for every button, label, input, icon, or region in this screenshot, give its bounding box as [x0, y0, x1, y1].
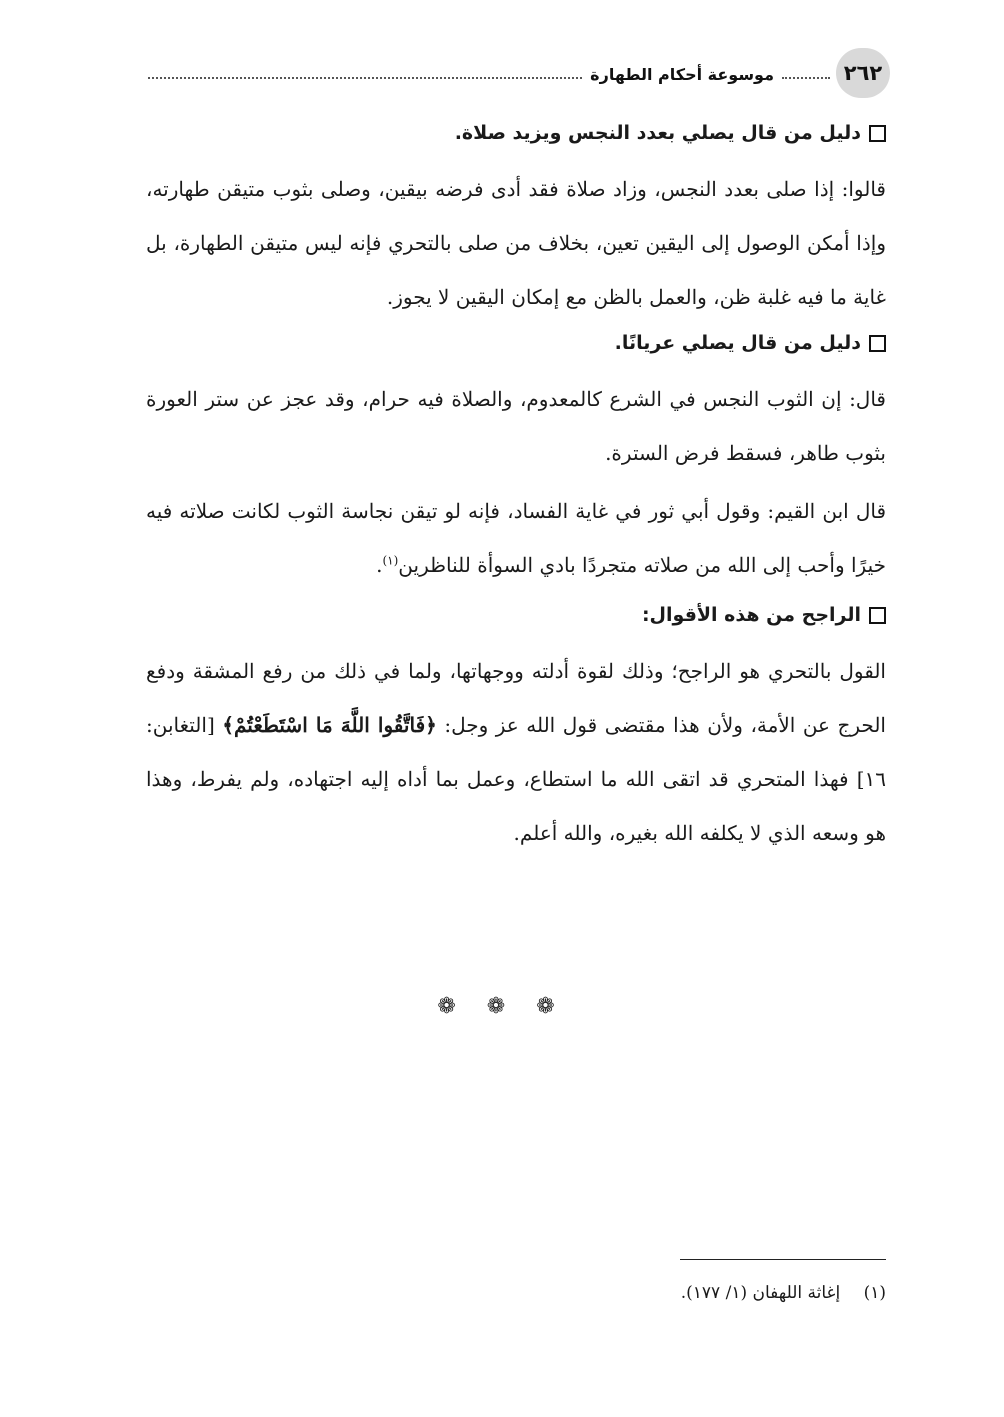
running-header — [148, 48, 890, 98]
heading-text: دليل من قال يصلي بعدد النجس ويزيد صلاة. — [454, 122, 861, 144]
footnote-number: (١) — [863, 1283, 886, 1303]
footnote-text: إغاثة اللهفان (١/ ١٧٧). — [680, 1283, 841, 1303]
footnote-divider — [680, 1259, 886, 1260]
footnote — [146, 1280, 886, 1306]
footnote-reference: (١) — [382, 553, 399, 568]
paragraph-text: قال ابن القيم: وقول أبي ثور في غاية الفساد، فإنه لو تيقن نجاسة الثوب لكانت صلاته فيه خيرًا وأحب إلى الله من صلاته متجردًا بادي السوأة للناظرين — [146, 499, 886, 577]
square-bullet-icon — [869, 125, 886, 142]
paragraph-text: [التغابن: ١٦] فهذا المتحري قد اتقى الله ما استطاع، وعمل بما أداه إليه اجتهاده، ولم يفرط، وهذا هو وسعه الذي لا يكلفه الله بغيره، والله أعلم. — [146, 713, 886, 845]
section-heading — [146, 324, 886, 362]
section-heading — [146, 596, 886, 634]
heading-text: دليل من قال يصلي عريانًا. — [614, 332, 861, 354]
quran-verse: ﴿فَاتَّقُوا اللَّهَ مَا اسْتَطَعْتُمْ﴾ — [222, 713, 437, 737]
header-dots-right — [782, 77, 830, 79]
paragraph — [146, 484, 886, 592]
square-bullet-icon — [869, 335, 886, 352]
heading-text: الراجح من هذه الأقوال: — [641, 604, 861, 626]
main-text — [146, 114, 886, 860]
paragraph: قالوا: إذا صلى بعدد النجس، وزاد صلاة فقد أدى فرضه بيقين، وصلى بثوب متيقن طهارته، وإذا أمكن الوصول إلى اليقين تعين، بخلاف من صلى بالتحري فإنه ليس متيقن الطهارة، بل غاية ما فيه غلبة ظن، والعمل بالظن مع إمكان اليقين لا يجوز. — [146, 177, 886, 309]
paragraph — [146, 644, 886, 860]
section-divider-ornament: ❁ ❁ ❁ — [437, 994, 567, 1019]
page-number: ٢٦٢ — [836, 48, 890, 98]
paragraph-text: القول بالتحري هو الراجح؛ وذلك لقوة أدلته ووجهاتها، ولما في ذلك من رفع المشقة ودفع الحرج عن الأمة، ولأن هذا مقتضى قول الله عز وجل: — [146, 659, 886, 737]
paragraph: قال: إن الثوب النجس في الشرع كالمعدوم، والصلاة فيه حرام، وقد عجز عن ستر العورة بثوب طاهر، فسقط فرض السترة. — [146, 387, 886, 465]
header-dots-left — [148, 77, 582, 79]
header-line — [148, 62, 830, 86]
paragraph-end: . — [376, 553, 383, 577]
section-heading — [146, 114, 886, 152]
square-bullet-icon — [869, 607, 886, 624]
running-title: موسوعة أحكام الطهارة — [590, 64, 774, 84]
